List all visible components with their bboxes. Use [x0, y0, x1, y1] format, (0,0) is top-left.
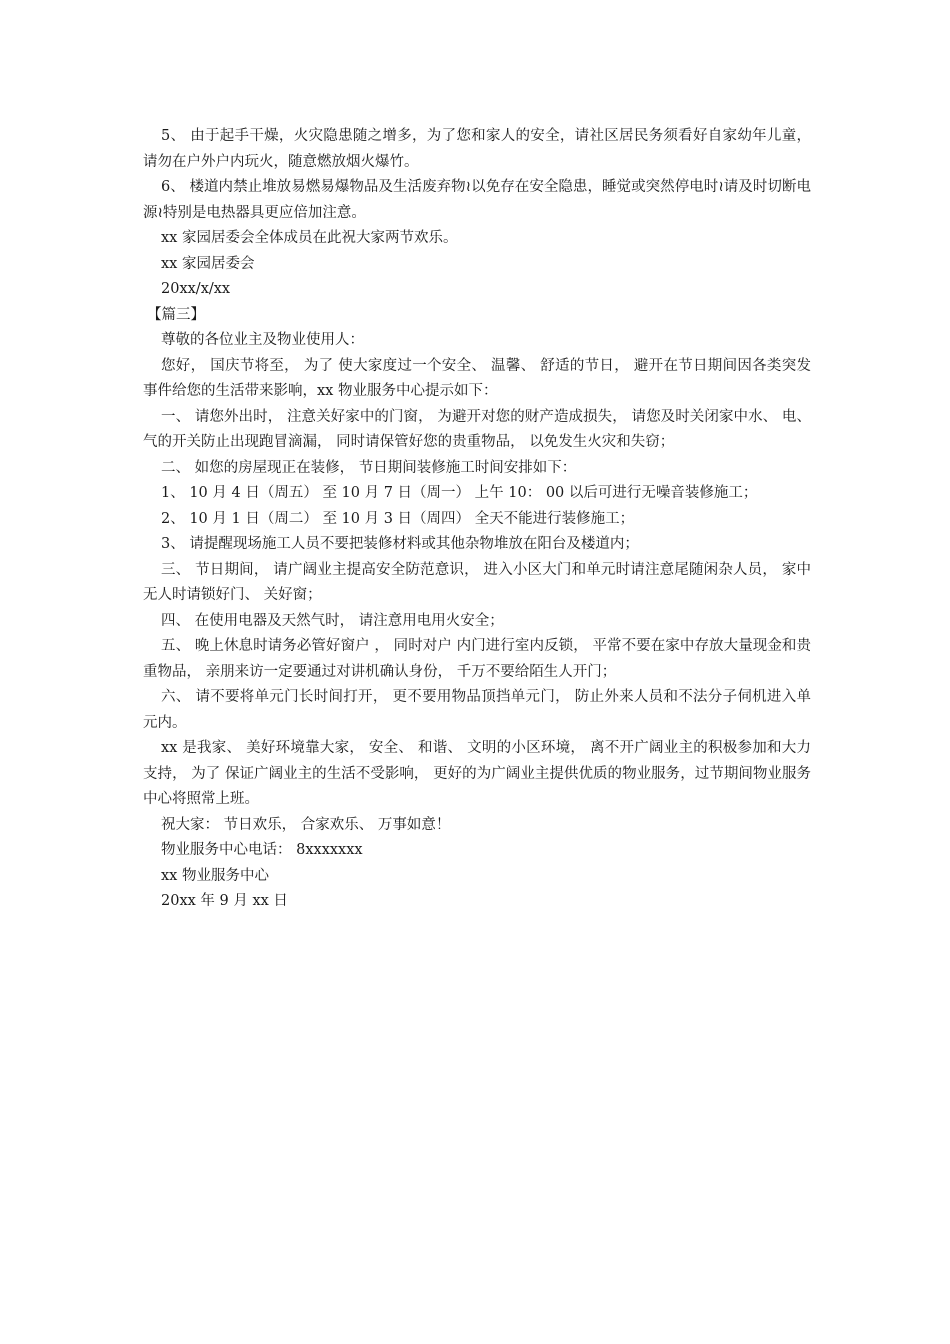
point-2-sub-1: 1、 10 月 4 日（周五） 至 10 月 7 日（周一） 上午 10： 00 以后可进行无噪音装修施工；: [161, 485, 758, 501]
point-2-sub-2: 2、 10 月 1 日（周二） 至 10 月 3 日（周四） 全天不能进行装修施工；: [161, 510, 635, 527]
closing-paragraph: xx 是我家、 美好环境靠大家， 安全、 和谐、 文明的小区环境， 离不开广阔业主的积极参加和大力支持， 为了 保证广阔业主的生活不受影响， 更好的为广阔业主提供优质的物业服务，过节期间物业服务中心将照常上班。: [143, 740, 811, 807]
point-6: 六、 请不要将单元门长时间打开， 更不要用物品顶挡单元门， 防止外来人员和不法分子伺机进入单元内。: [143, 689, 811, 731]
point-1: 一、 请您外出时， 注意关好家中的门窗， 为避开对您的财产造成损失， 请您及时关闭家中水、 电、 气的开关防止出现跑冒滴漏， 同时请保管好您的贵重物品， 以免发生火灾和失窃；: [143, 408, 811, 450]
notice-item-5: 5、 由于起手干燥，火灾隐患随之增多，为了您和家人的安全，请社区居民务须看好自家幼年儿童，请勿在户外户内玩火，随意燃放烟火爆竹。: [143, 128, 811, 170]
service-signature: xx 物业服务中心: [161, 867, 269, 884]
notice-item-6: 6、 楼道内禁止堆放易燃易爆物品及生活废弃物≀以免存在安全隐患，睡觉或突然停电时≀请及时切断电源≀特别是电热器具更应倍加注意。: [143, 179, 811, 221]
service-date: 20xx 年 9 月 xx 日: [161, 893, 288, 909]
committee-date: 20xx/x/xx: [161, 281, 231, 297]
point-4: 四、 在使用电器及天然气时， 请注意用电用火安全；: [161, 612, 504, 629]
service-phone: 物业服务中心电话： 8xxxxxxx: [161, 842, 363, 858]
salutation: 尊敬的各位业主及物业使用人：: [161, 332, 364, 348]
wishes: 祝大家： 节日欢乐， 合家欢乐、 万事如意！: [161, 816, 451, 833]
committee-signature: xx 家园居委会: [161, 255, 255, 272]
point-3: 三、 节日期间， 请广阔业主提高安全防范意识， 进入小区大门和单元时请注意尾随闲杂人员， 家中无人时请锁好门、 关好窗；: [143, 561, 811, 603]
point-5: 五、 晚上休息时请务必管好窗户 ， 同时对户 内门进行室内反锁， 平常不要在家中存放大量现金和贵重物品， 亲朋来访一定要通过对讲机确认身份， 千万不要给陌生人开门；: [143, 638, 811, 680]
intro-paragraph: 您好， 国庆节将至， 为了 使大家度过一个安全、 温馨、 舒适的节日， 避开在节日期间因各类突发事件给您的生活带来影响，xx 物业服务中心提示如下：: [143, 357, 811, 399]
point-2: 二、 如您的房屋现正在装修， 节日期间装修施工时间安排如下：: [161, 459, 577, 476]
committee-blessing: xx 家园居委会全体成员在此祝大家两节欢乐。: [161, 230, 458, 246]
point-2-sub-3: 3、 请提醒现场施工人员不要把装修材料或其他杂物堆放在阳台及楼道内；: [161, 536, 639, 552]
section-heading-part-three: 【篇三】: [147, 306, 205, 323]
document-body: [143, 124, 811, 915]
